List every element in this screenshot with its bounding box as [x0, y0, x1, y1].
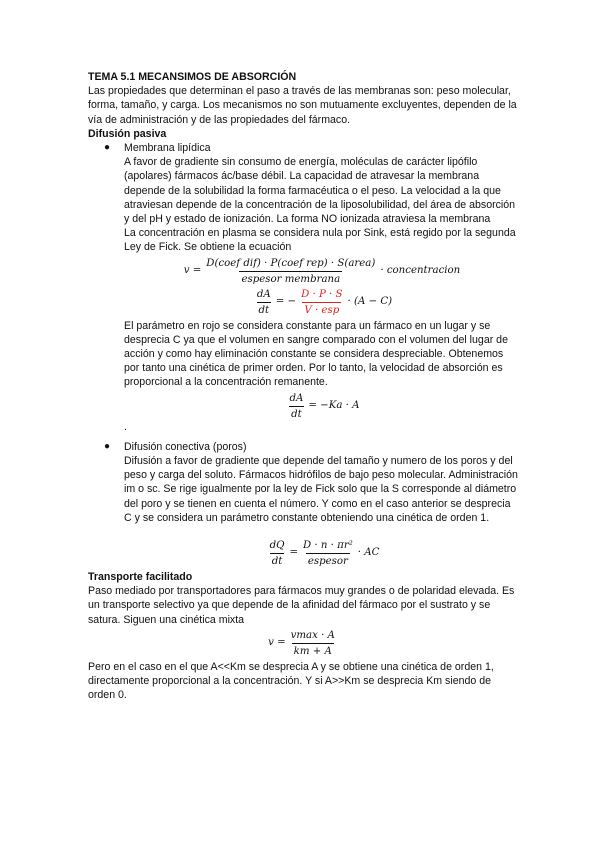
eq1-fraction [204, 257, 377, 286]
eq2-rhs: · (A − C) [347, 296, 393, 308]
equation-michaelis [88, 629, 520, 658]
document-page [88, 70, 520, 703]
eq2-left-fraction [255, 288, 273, 317]
eq3-rhs: = −Ka · A [308, 400, 360, 412]
membrana-paragraph-2: La concentración en plasma se considera nula por Sink, está regido por la segunda Ley de Fick. Se obtiene la ecuación [124, 227, 516, 254]
eq5-denominator: km + A [292, 643, 334, 658]
eq2-left-numerator: dA [256, 288, 271, 300]
eq2-left-denominator: dt [257, 302, 272, 317]
eq3-fraction [288, 392, 306, 421]
document-title: TEMA 5.1 MECANSIMOS DE ABSORCIÓN [88, 71, 297, 83]
eq4-equals: = [289, 547, 298, 559]
eq2-right-numerator: D · P · S [301, 288, 343, 300]
membrana-body [88, 155, 520, 434]
bullet-label-membrana: Membrana lipídica [124, 142, 211, 155]
equation-pores [124, 539, 520, 568]
eq1-rhs: · concentracion [380, 265, 461, 277]
bullet-conectiva [88, 440, 520, 454]
section-heading-difusion-pasiva: Difusión pasiva [88, 127, 167, 140]
transporte-paragraph-1: Paso mediado por transportadores para fármacos muy grandes o de polaridad elevada. Es un transporte selectivo ya que depende de la afinidad del fármaco por el sustrato y se satura. Siguen una cinética mixta [88, 585, 515, 626]
eq4-left-fraction [268, 539, 287, 568]
eq4-right-numerator: D · n · πr² [302, 540, 353, 552]
eq4-right-fraction [301, 539, 355, 568]
eq1-lhs: v = [183, 265, 202, 277]
eq1-numerator: D(coef dif) · P(coef rep) · S(area) [206, 257, 376, 269]
eq2-equals: = − [275, 296, 297, 308]
equation-dA-dt [124, 288, 520, 317]
equation-velocity [124, 257, 520, 286]
bullet-icon: ● [104, 142, 111, 154]
conectiva-body [88, 454, 520, 568]
conectiva-paragraph-1: Difusión a favor de gradiente que depende del tamaño y numero de los poros y del peso y carga del soluto. Fármacos hidrófilos de bajo peso molecular. Administración im o sc. Se rige igualmente por la ley de Fick solo que la S corresponde al diámetro del poro y se tienen en cuenta el número. Y como en el caso anterior se desprecia C y se considera un parámetro constante obteniendo una cinética de orden 1. [124, 455, 518, 524]
stray-dot: . [124, 420, 127, 433]
eq4-right-denominator: espesor [306, 553, 350, 568]
bullet-label-conectiva: Difusión conectiva (poros) [124, 440, 247, 453]
eq5-fraction [289, 629, 337, 658]
eq4-left-denominator: dt [270, 553, 285, 568]
eq2-red-parameter [299, 288, 344, 317]
eq3-numerator: dA [289, 392, 304, 404]
eq4-left-numerator: dQ [269, 540, 285, 552]
bullet-membrana [88, 141, 520, 155]
eq5-numerator: vmax · A [290, 629, 335, 641]
section-heading-transporte: Transporte facilitado [88, 571, 193, 584]
membrana-paragraph-1: A favor de gradiente sin consumo de energía, moléculas de carácter lipófilo (apolares) fármacos ác/base débil. La capacidad de atravesar la membrana depende de la solubilidad la forma farmacéutica o el peso. La velocidad a la que atraviesan depende de la concentración de la liposolubilidad, del área de absorción y del pH y estado de ionización. La forma NO ionizada atraviesa la membrana [124, 156, 516, 226]
eq4-rhs: · AC [357, 547, 380, 559]
eq5-lhs: v = [268, 637, 286, 649]
eq3-denominator: dt [289, 406, 304, 421]
eq1-denominator: espesor membrana [239, 271, 342, 286]
eq2-right-denominator: V · esp [302, 302, 341, 317]
transporte-paragraph-2: Pero en el caso en el que A<<Km se desprecia A y se obtiene una cinética de orden 1, directamente proporcional a la concentración. Y si A>>Km se desprecia Km siendo de orden 0. [88, 660, 494, 702]
membrana-paragraph-3: El parámetro en rojo se considera constante para un fármaco en un lugar y se desprecia C ya que el volumen en sangre comparado con el volumen del lugar de acción y como hay eliminación constante se considera despreciable. Obtenemos por tanto una cinética de primer orden. Por lo tanto, la velocidad de absorción es proporcional a la concentración remanente. [124, 319, 508, 389]
bullet-icon: ● [104, 440, 111, 452]
equation-first-order [124, 392, 520, 421]
intro-paragraph: Las propiedades que determinan el paso a través de las membranas son: peso molecular, forma, tamaño, y carga. Los mecanismos no son mutuamente excluyentes, dependen de la vía de administración y de las propiedades del fármaco. [88, 85, 517, 126]
